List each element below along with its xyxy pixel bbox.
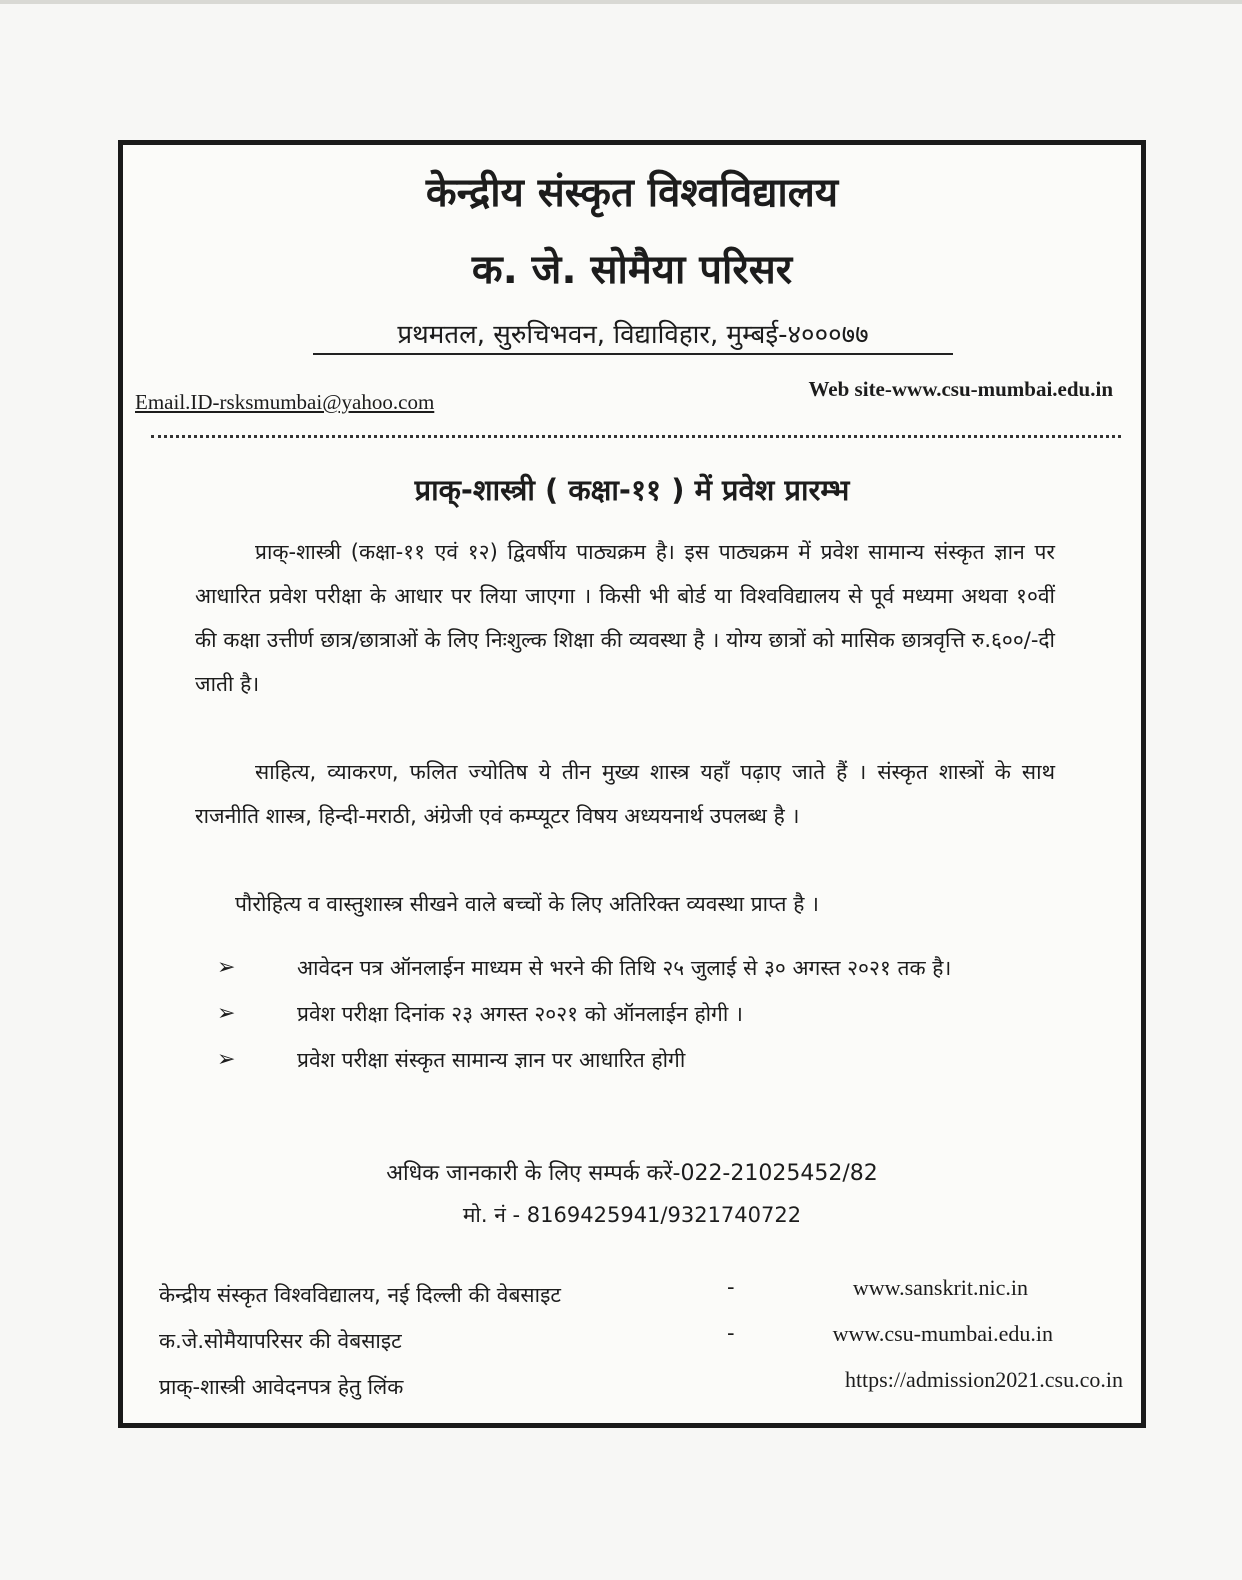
link-label: केन्द्रीय संस्कृत विश्वविद्यालय, नई दिल्ली की वेबसाइट [159,1283,561,1307]
list-item [217,945,1055,991]
bullet-text: प्रवेश परीक्षा दिनांक २३ अगस्त २०२१ को ऑनलाईन होगी । [297,1002,743,1026]
dotted-divider [151,435,1121,438]
admission-link[interactable]: https://admission2021.csu.co.in [844,1367,1123,1392]
campus-address: प्रथमतल, सुरुचिभवन, विद्याविहार, मुम्बई-४०००७७ [313,315,953,355]
link-dash: - [727,1321,735,1345]
link-row [159,1275,1123,1321]
link-dash: - [727,1275,735,1299]
sanskrit-website-link[interactable]: www.sanskrit.nic.in [852,1275,1028,1300]
link-row [159,1321,1123,1367]
link-label: प्राक्-शास्त्री आवेदनपत्र हेतु लिंक [159,1375,404,1399]
paragraph-subjects: साहित्य, व्याकरण, फलित ज्योतिष ये तीन मुख्य शास्त्र यहाँ पढ़ाए जाते हैं । संस्कृत शास्त्रों के साथ राजनीति शास्त्र, हिन्दी-मराठी, अंग्रेजी एवं कम्प्यूटर विषय अध्ययनार्थ उपलब्ध है । [195,760,1055,828]
admission-points [217,945,1055,1083]
link-row [159,1367,1123,1413]
website-links [159,1275,1123,1413]
notice-frame [118,140,1146,1428]
bullet-text: आवेदन पत्र ऑनलाईन माध्यम से भरने की तिथि २५ जुलाई से ३० अगस्त २०२१ तक है। [297,956,952,980]
notice-heading: प्राक्-शास्त्री ( कक्षा-११ ) में प्रवेश प्रारम्भ [414,473,850,507]
list-item [217,1037,1055,1083]
contact-phone: अधिक जानकारी के लिए सम्पर्क करें-022-21025452/82 [386,1161,878,1186]
university-title: केन्द्रीय संस्कृत विश्वविद्यालय [425,170,839,216]
page-edge-shadow [0,0,1242,4]
arrow-bullet-icon: ➢ [217,1001,236,1026]
arrow-bullet-icon: ➢ [217,955,236,980]
list-item [217,991,1055,1037]
campus-title: क. जे. सोमैया परिसर [471,247,793,293]
link-label: क.जे.सोमैयापरिसर की वेबसाइट [159,1329,402,1353]
website-link[interactable]: Web site-www.csu-mumbai.edu.in [808,377,1113,401]
bullet-text: प्रवेश परीक्षा संस्कृत सामान्य ज्ञान पर आधारित होगी [297,1048,686,1072]
paragraph-course-info: प्राक्-शास्त्री (कक्षा-११ एवं १२) द्विवर्षीय पाठ्यक्रम है। इस पाठ्यक्रम में प्रवेश सामान्य संस्कृत ज्ञान पर आधारित प्रवेश परीक्षा के आधार पर लिया जाएगा । किसी भी बोर्ड या विश्वविद्यालय से पूर्व मध्यमा अथवा १०वीं की कक्षा उत्तीर्ण छात्र/छात्राओं के लिए निःशुल्क शिक्षा की व्यवस्था है । योग्य छात्रों को मासिक छात्रवृत्ति रु.६००/-दी जाती है। [195,540,1055,696]
email-link[interactable]: Email.ID-rsksmumbai@yahoo.com [135,390,435,414]
arrow-bullet-icon: ➢ [217,1047,236,1072]
paragraph-extra: पौरोहित्य व वास्तुशास्त्र सीखने वाले बच्चों के लिए अतिरिक्त व्यवस्था प्राप्त है । [235,892,819,916]
campus-website-link[interactable]: www.csu-mumbai.edu.in [832,1321,1053,1346]
contact-mobile: मो. नं - 8169425941/9321740722 [462,1203,802,1227]
